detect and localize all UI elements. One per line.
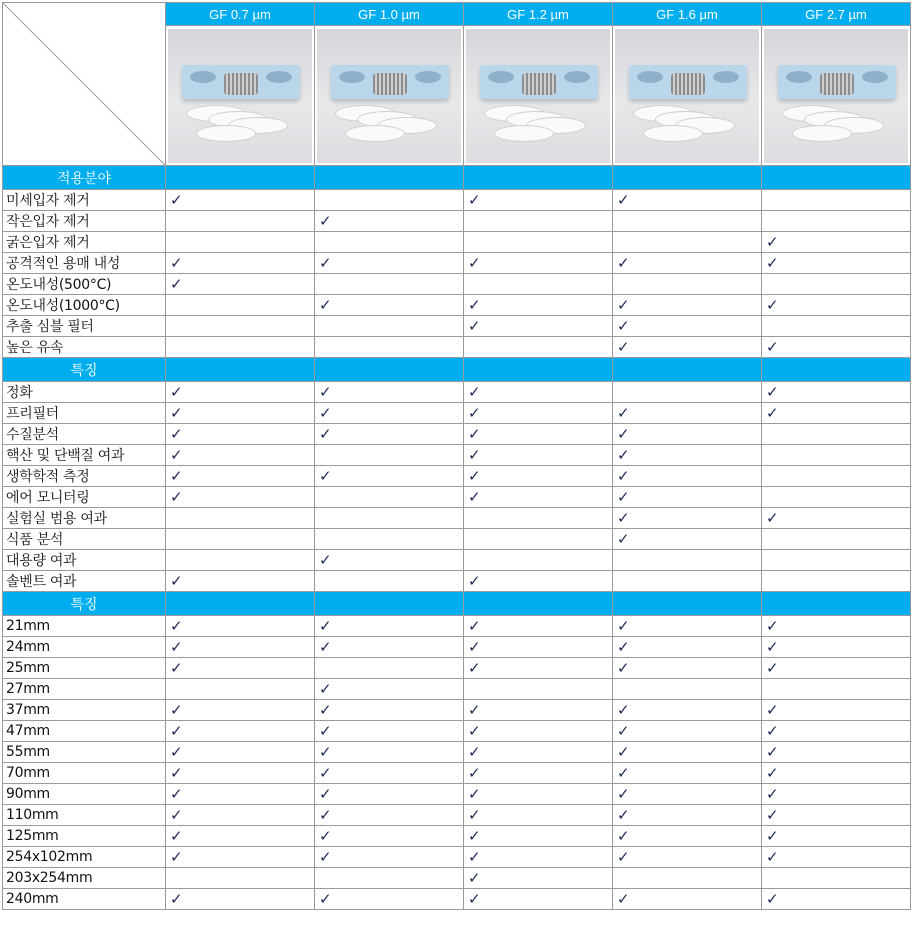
checkmark-icon: ✓: [166, 721, 315, 742]
empty-cell: [315, 316, 464, 337]
product-photo-cell: [613, 26, 762, 166]
section-title: 특징: [3, 358, 166, 382]
empty-cell: [762, 868, 911, 889]
checkmark-icon: ✓: [464, 190, 613, 211]
checkmark-icon: ✓: [464, 700, 613, 721]
row-label: 수질분석: [3, 424, 166, 445]
tray-slot-graphic: [786, 71, 812, 83]
row-label: 온도내성(500°C): [3, 274, 166, 295]
empty-cell: [762, 424, 911, 445]
table-row: [3, 763, 911, 784]
table-row: [3, 847, 911, 868]
checkmark-icon: ✓: [464, 721, 613, 742]
table-row: [3, 316, 911, 337]
table-row: [3, 571, 911, 592]
checkmark-icon: ✓: [762, 403, 911, 424]
checkmark-icon: ✓: [315, 637, 464, 658]
empty-cell: [166, 295, 315, 316]
checkmark-icon: ✓: [762, 784, 911, 805]
column-header: GF 1.0 µm: [315, 3, 464, 26]
row-label: 핵산 및 단백질 여과: [3, 445, 166, 466]
empty-cell: [613, 571, 762, 592]
empty-cell: [166, 550, 315, 571]
checkmark-icon: ✓: [464, 316, 613, 337]
checkmark-icon: ✓: [762, 805, 911, 826]
row-label: 대용량 여과: [3, 550, 166, 571]
tray-slot-graphic: [713, 71, 739, 83]
checkmark-icon: ✓: [464, 466, 613, 487]
checkmark-icon: ✓: [613, 529, 762, 550]
row-label: 254x102mm: [3, 847, 166, 868]
empty-cell: [166, 868, 315, 889]
checkmark-icon: ✓: [762, 889, 911, 910]
row-label: 24mm: [3, 637, 166, 658]
checkmark-icon: ✓: [464, 868, 613, 889]
checkmark-icon: ✓: [762, 826, 911, 847]
table-row: [3, 232, 911, 253]
column-header-row: [3, 3, 911, 26]
row-label: 프리필터: [3, 403, 166, 424]
empty-cell: [613, 550, 762, 571]
section-header-cell: [762, 592, 911, 616]
empty-cell: [762, 571, 911, 592]
row-label: 생학학적 측정: [3, 466, 166, 487]
column-header: GF 1.2 µm: [464, 3, 613, 26]
row-label: 125mm: [3, 826, 166, 847]
row-label: 높은 유속: [3, 337, 166, 358]
empty-cell: [613, 382, 762, 403]
empty-cell: [315, 571, 464, 592]
checkmark-icon: ✓: [464, 826, 613, 847]
checkmark-icon: ✓: [613, 253, 762, 274]
checkmark-icon: ✓: [613, 889, 762, 910]
empty-cell: [762, 445, 911, 466]
checkmark-icon: ✓: [613, 805, 762, 826]
table-row: [3, 295, 911, 316]
row-label: 작은입자 제거: [3, 211, 166, 232]
checkmark-icon: ✓: [613, 637, 762, 658]
checkmark-icon: ✓: [613, 190, 762, 211]
tray-slot-graphic: [266, 71, 292, 83]
section-title: 적용분야: [3, 166, 166, 190]
checkmark-icon: ✓: [166, 571, 315, 592]
table-row: [3, 445, 911, 466]
table-row: [3, 487, 911, 508]
checkmark-icon: ✓: [762, 700, 911, 721]
checkmark-icon: ✓: [315, 847, 464, 868]
empty-cell: [762, 211, 911, 232]
checkmark-icon: ✓: [315, 253, 464, 274]
empty-cell: [166, 337, 315, 358]
table-row: [3, 868, 911, 889]
diagonal-divider: [3, 3, 165, 165]
empty-cell: [464, 679, 613, 700]
table-row: [3, 889, 911, 910]
empty-cell: [464, 274, 613, 295]
checkmark-icon: ✓: [464, 487, 613, 508]
filter-product-photo: [168, 29, 312, 163]
filter-product-photo: [317, 29, 461, 163]
empty-cell: [464, 508, 613, 529]
empty-cell: [762, 274, 911, 295]
checkmark-icon: ✓: [762, 253, 911, 274]
checkmark-icon: ✓: [613, 700, 762, 721]
checkmark-icon: ✓: [315, 424, 464, 445]
corner-cell: [3, 3, 166, 166]
row-label: 식품 분석: [3, 529, 166, 550]
filter-disc-graphic: [196, 125, 256, 142]
empty-cell: [315, 658, 464, 679]
checkmark-icon: ✓: [315, 700, 464, 721]
row-label: 에어 모니터링: [3, 487, 166, 508]
checkmark-icon: ✓: [613, 763, 762, 784]
section-header-cell: [315, 358, 464, 382]
checkmark-icon: ✓: [166, 487, 315, 508]
column-header: GF 0.7 µm: [166, 3, 315, 26]
table-row: [3, 805, 911, 826]
checkmark-icon: ✓: [166, 616, 315, 637]
checkmark-icon: ✓: [464, 637, 613, 658]
filter-stack-graphic: [373, 73, 407, 95]
checkmark-icon: ✓: [613, 445, 762, 466]
row-label: 47mm: [3, 721, 166, 742]
checkmark-icon: ✓: [464, 403, 613, 424]
checkmark-icon: ✓: [315, 679, 464, 700]
empty-cell: [166, 211, 315, 232]
checkmark-icon: ✓: [166, 637, 315, 658]
filter-stack-graphic: [522, 73, 556, 95]
filter-stack-graphic: [820, 73, 854, 95]
checkmark-icon: ✓: [762, 721, 911, 742]
checkmark-icon: ✓: [166, 784, 315, 805]
checkmark-icon: ✓: [613, 316, 762, 337]
checkmark-icon: ✓: [315, 211, 464, 232]
tray-slot-graphic: [415, 71, 441, 83]
checkmark-icon: ✓: [166, 403, 315, 424]
checkmark-icon: ✓: [613, 295, 762, 316]
checkmark-icon: ✓: [464, 742, 613, 763]
tray-slot-graphic: [564, 71, 590, 83]
checkmark-icon: ✓: [166, 889, 315, 910]
empty-cell: [762, 316, 911, 337]
checkmark-icon: ✓: [762, 847, 911, 868]
column-header: GF 1.6 µm: [613, 3, 762, 26]
empty-cell: [613, 679, 762, 700]
checkmark-icon: ✓: [613, 826, 762, 847]
empty-cell: [315, 274, 464, 295]
filter-stack-graphic: [224, 73, 258, 95]
checkmark-icon: ✓: [315, 466, 464, 487]
checkmark-icon: ✓: [613, 487, 762, 508]
tray-slot-graphic: [190, 71, 216, 83]
checkmark-icon: ✓: [315, 403, 464, 424]
checkmark-icon: ✓: [315, 616, 464, 637]
checkmark-icon: ✓: [166, 274, 315, 295]
checkmark-icon: ✓: [315, 382, 464, 403]
row-label: 55mm: [3, 742, 166, 763]
checkmark-icon: ✓: [762, 637, 911, 658]
row-label: 37mm: [3, 700, 166, 721]
filter-stack-graphic: [671, 73, 705, 95]
empty-cell: [315, 337, 464, 358]
empty-cell: [762, 679, 911, 700]
checkmark-icon: ✓: [315, 805, 464, 826]
table-row: [3, 742, 911, 763]
section-header-cell: [166, 358, 315, 382]
section-header-cell: [613, 358, 762, 382]
empty-cell: [315, 487, 464, 508]
row-label: 21mm: [3, 616, 166, 637]
empty-cell: [166, 679, 315, 700]
table-row: [3, 211, 911, 232]
checkmark-icon: ✓: [613, 424, 762, 445]
table-row: [3, 337, 911, 358]
row-label: 70mm: [3, 763, 166, 784]
section-header-cell: [613, 592, 762, 616]
checkmark-icon: ✓: [762, 337, 911, 358]
filter-tray-graphic: [182, 65, 300, 99]
checkmark-icon: ✓: [166, 742, 315, 763]
empty-cell: [762, 487, 911, 508]
row-label: 공격적인 용매 내성: [3, 253, 166, 274]
checkmark-icon: ✓: [315, 550, 464, 571]
table-row: [3, 274, 911, 295]
checkmark-icon: ✓: [464, 658, 613, 679]
empty-cell: [613, 211, 762, 232]
checkmark-icon: ✓: [613, 721, 762, 742]
table-row: [3, 658, 911, 679]
row-label: 240mm: [3, 889, 166, 910]
empty-cell: [613, 232, 762, 253]
tray-slot-graphic: [862, 71, 888, 83]
row-label: 정화: [3, 382, 166, 403]
row-label: 온도내성(1000°C): [3, 295, 166, 316]
empty-cell: [166, 232, 315, 253]
table-row: [3, 253, 911, 274]
section-header-row: [3, 592, 911, 616]
filter-product-photo: [764, 29, 908, 163]
tray-slot-graphic: [488, 71, 514, 83]
checkmark-icon: ✓: [762, 763, 911, 784]
table-row: [3, 190, 911, 211]
row-label: 110mm: [3, 805, 166, 826]
tray-slot-graphic: [339, 71, 365, 83]
table-row: [3, 679, 911, 700]
checkmark-icon: ✓: [464, 571, 613, 592]
section-header-cell: [464, 358, 613, 382]
table-row: [3, 721, 911, 742]
empty-cell: [315, 508, 464, 529]
checkmark-icon: ✓: [464, 445, 613, 466]
empty-cell: [315, 445, 464, 466]
checkmark-icon: ✓: [464, 784, 613, 805]
checkmark-icon: ✓: [613, 784, 762, 805]
table-row: [3, 826, 911, 847]
checkmark-icon: ✓: [166, 424, 315, 445]
empty-cell: [315, 529, 464, 550]
table-row: [3, 382, 911, 403]
filter-product-photo: [615, 29, 759, 163]
row-label: 27mm: [3, 679, 166, 700]
checkmark-icon: ✓: [613, 847, 762, 868]
filter-disc-graphic: [792, 125, 852, 142]
checkmark-icon: ✓: [464, 382, 613, 403]
section-title: 특징: [3, 592, 166, 616]
checkmark-icon: ✓: [166, 763, 315, 784]
empty-cell: [464, 232, 613, 253]
checkmark-icon: ✓: [613, 337, 762, 358]
row-label: 추출 심블 필터: [3, 316, 166, 337]
checkmark-icon: ✓: [464, 424, 613, 445]
row-label: 실험실 범용 여과: [3, 508, 166, 529]
table-body: [3, 166, 911, 910]
checkmark-icon: ✓: [613, 466, 762, 487]
table-row: [3, 637, 911, 658]
table-row: [3, 784, 911, 805]
checkmark-icon: ✓: [762, 616, 911, 637]
checkmark-icon: ✓: [166, 805, 315, 826]
empty-cell: [464, 337, 613, 358]
filter-disc-graphic: [643, 125, 703, 142]
column-header: GF 2.7 µm: [762, 3, 911, 26]
checkmark-icon: ✓: [613, 742, 762, 763]
table-row: [3, 616, 911, 637]
filter-tray-graphic: [480, 65, 598, 99]
checkmark-icon: ✓: [762, 382, 911, 403]
checkmark-icon: ✓: [166, 253, 315, 274]
checkmark-icon: ✓: [762, 508, 911, 529]
checkmark-icon: ✓: [464, 295, 613, 316]
checkmark-icon: ✓: [315, 742, 464, 763]
checkmark-icon: ✓: [464, 616, 613, 637]
section-header-row: [3, 358, 911, 382]
filter-tray-graphic: [629, 65, 747, 99]
row-label: 굵은입자 제거: [3, 232, 166, 253]
section-header-cell: [762, 166, 911, 190]
checkmark-icon: ✓: [464, 805, 613, 826]
empty-cell: [315, 232, 464, 253]
checkmark-icon: ✓: [166, 466, 315, 487]
checkmark-icon: ✓: [166, 382, 315, 403]
filter-disc-graphic: [345, 125, 405, 142]
product-photo-cell: [315, 26, 464, 166]
product-photo-cell: [464, 26, 613, 166]
checkmark-icon: ✓: [464, 763, 613, 784]
checkmark-icon: ✓: [762, 295, 911, 316]
filter-tray-graphic: [778, 65, 896, 99]
empty-cell: [762, 190, 911, 211]
filter-tray-graphic: [331, 65, 449, 99]
checkmark-icon: ✓: [613, 658, 762, 679]
empty-cell: [613, 868, 762, 889]
checkmark-icon: ✓: [166, 826, 315, 847]
empty-cell: [762, 466, 911, 487]
empty-cell: [762, 529, 911, 550]
section-header-cell: [315, 166, 464, 190]
checkmark-icon: ✓: [315, 763, 464, 784]
empty-cell: [464, 550, 613, 571]
filter-disc-graphic: [494, 125, 554, 142]
row-label: 90mm: [3, 784, 166, 805]
table-row: [3, 700, 911, 721]
checkmark-icon: ✓: [315, 721, 464, 742]
row-label: 25mm: [3, 658, 166, 679]
checkmark-icon: ✓: [464, 253, 613, 274]
table-row: [3, 424, 911, 445]
section-header-cell: [166, 592, 315, 616]
checkmark-icon: ✓: [315, 889, 464, 910]
comparison-table: [2, 2, 911, 910]
section-header-cell: [166, 166, 315, 190]
empty-cell: [762, 550, 911, 571]
section-header-cell: [315, 592, 464, 616]
empty-cell: [613, 274, 762, 295]
table-row: [3, 403, 911, 424]
empty-cell: [315, 190, 464, 211]
checkmark-icon: ✓: [315, 784, 464, 805]
section-header-cell: [464, 166, 613, 190]
row-label: 203x254mm: [3, 868, 166, 889]
empty-cell: [315, 868, 464, 889]
checkmark-icon: ✓: [166, 700, 315, 721]
checkmark-icon: ✓: [613, 508, 762, 529]
checkmark-icon: ✓: [613, 403, 762, 424]
table-row: [3, 508, 911, 529]
checkmark-icon: ✓: [166, 847, 315, 868]
section-header-cell: [464, 592, 613, 616]
empty-cell: [464, 211, 613, 232]
checkmark-icon: ✓: [762, 658, 911, 679]
product-photo-cell: [166, 26, 315, 166]
checkmark-icon: ✓: [464, 889, 613, 910]
filter-product-photo: [466, 29, 610, 163]
table-row: [3, 466, 911, 487]
section-header-row: [3, 166, 911, 190]
tray-slot-graphic: [637, 71, 663, 83]
checkmark-icon: ✓: [166, 190, 315, 211]
empty-cell: [166, 316, 315, 337]
checkmark-icon: ✓: [613, 616, 762, 637]
checkmark-icon: ✓: [464, 847, 613, 868]
section-header-cell: [613, 166, 762, 190]
checkmark-icon: ✓: [762, 232, 911, 253]
checkmark-icon: ✓: [762, 742, 911, 763]
row-label: 솔벤트 여과: [3, 571, 166, 592]
product-photo-cell: [762, 26, 911, 166]
checkmark-icon: ✓: [166, 658, 315, 679]
empty-cell: [166, 508, 315, 529]
empty-cell: [464, 529, 613, 550]
table-row: [3, 550, 911, 571]
checkmark-icon: ✓: [315, 826, 464, 847]
section-header-cell: [762, 358, 911, 382]
row-label: 미세입자 제거: [3, 190, 166, 211]
checkmark-icon: ✓: [315, 295, 464, 316]
table-row: [3, 529, 911, 550]
checkmark-icon: ✓: [166, 445, 315, 466]
empty-cell: [166, 529, 315, 550]
